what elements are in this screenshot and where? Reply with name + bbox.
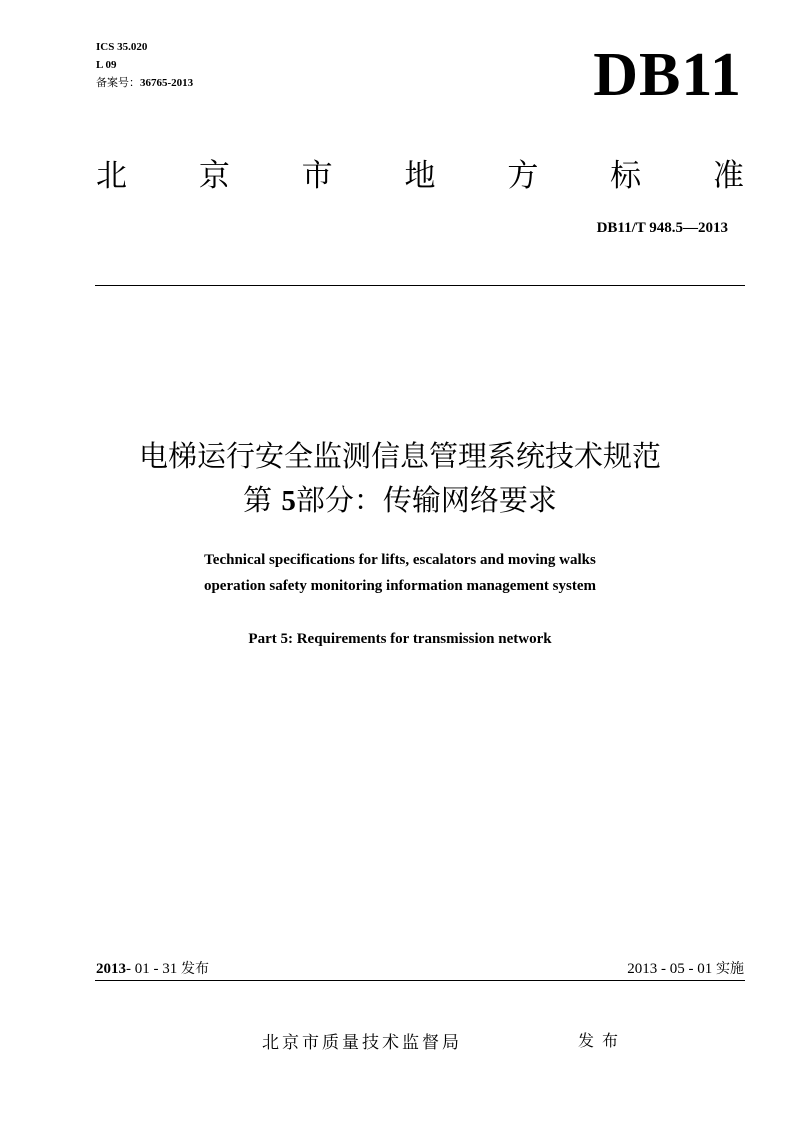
filing-record xyxy=(96,76,193,90)
title-cn-line2 xyxy=(60,480,740,521)
title-en-part: Part 5: Requirements for transmission network xyxy=(248,631,552,647)
issue-word: 发布 xyxy=(578,1031,627,1050)
standard-type-char: 准 xyxy=(712,158,744,194)
title-cn-suffix: 部分：传输网络要求 xyxy=(295,483,557,517)
filing-label: 备案号： xyxy=(96,76,140,89)
issue-year: 2013 xyxy=(96,961,126,977)
standard-type-char: 北 xyxy=(96,158,127,194)
ccs-code: L 09 xyxy=(96,59,117,71)
title-cn-part-number: 5 xyxy=(281,485,296,517)
standard-number: DB11/T 948.5—2013 xyxy=(596,220,728,236)
standard-type xyxy=(96,156,744,196)
standard-type-char: 地 xyxy=(404,158,436,194)
filing-number: 36765-2013 xyxy=(140,77,194,89)
title-en-line2: operation safety monitoring information management system xyxy=(203,578,597,594)
standard-type-char: 标 xyxy=(610,158,642,194)
standard-type-char: 方 xyxy=(507,158,539,194)
implement-date-label: 实施 xyxy=(716,961,744,977)
bottom-divider xyxy=(95,980,745,981)
title-cn-prefix: 第 xyxy=(243,483,273,517)
standard-type-char: 京 xyxy=(198,158,230,194)
db-code: DB11 xyxy=(593,41,742,109)
top-divider xyxy=(95,285,745,286)
issue-date-rest: - 01 - 31 xyxy=(126,961,181,977)
implement-date xyxy=(627,959,744,979)
issue-date-label: 发布 xyxy=(181,961,209,977)
title-en-line1: Technical specifications for lifts, escalators and moving walks xyxy=(204,552,596,568)
issue-date xyxy=(96,959,209,979)
ics-code: ICS 35.020 xyxy=(96,41,148,53)
standard-type-char: 市 xyxy=(301,158,333,194)
implement-date-value: 2013 - 05 - 01 xyxy=(627,961,716,977)
issuing-authority: 北京市质量技术监督局 xyxy=(262,1033,462,1053)
title-cn-line1: 电梯运行安全监测信息管理系统技术规范 xyxy=(138,439,661,473)
